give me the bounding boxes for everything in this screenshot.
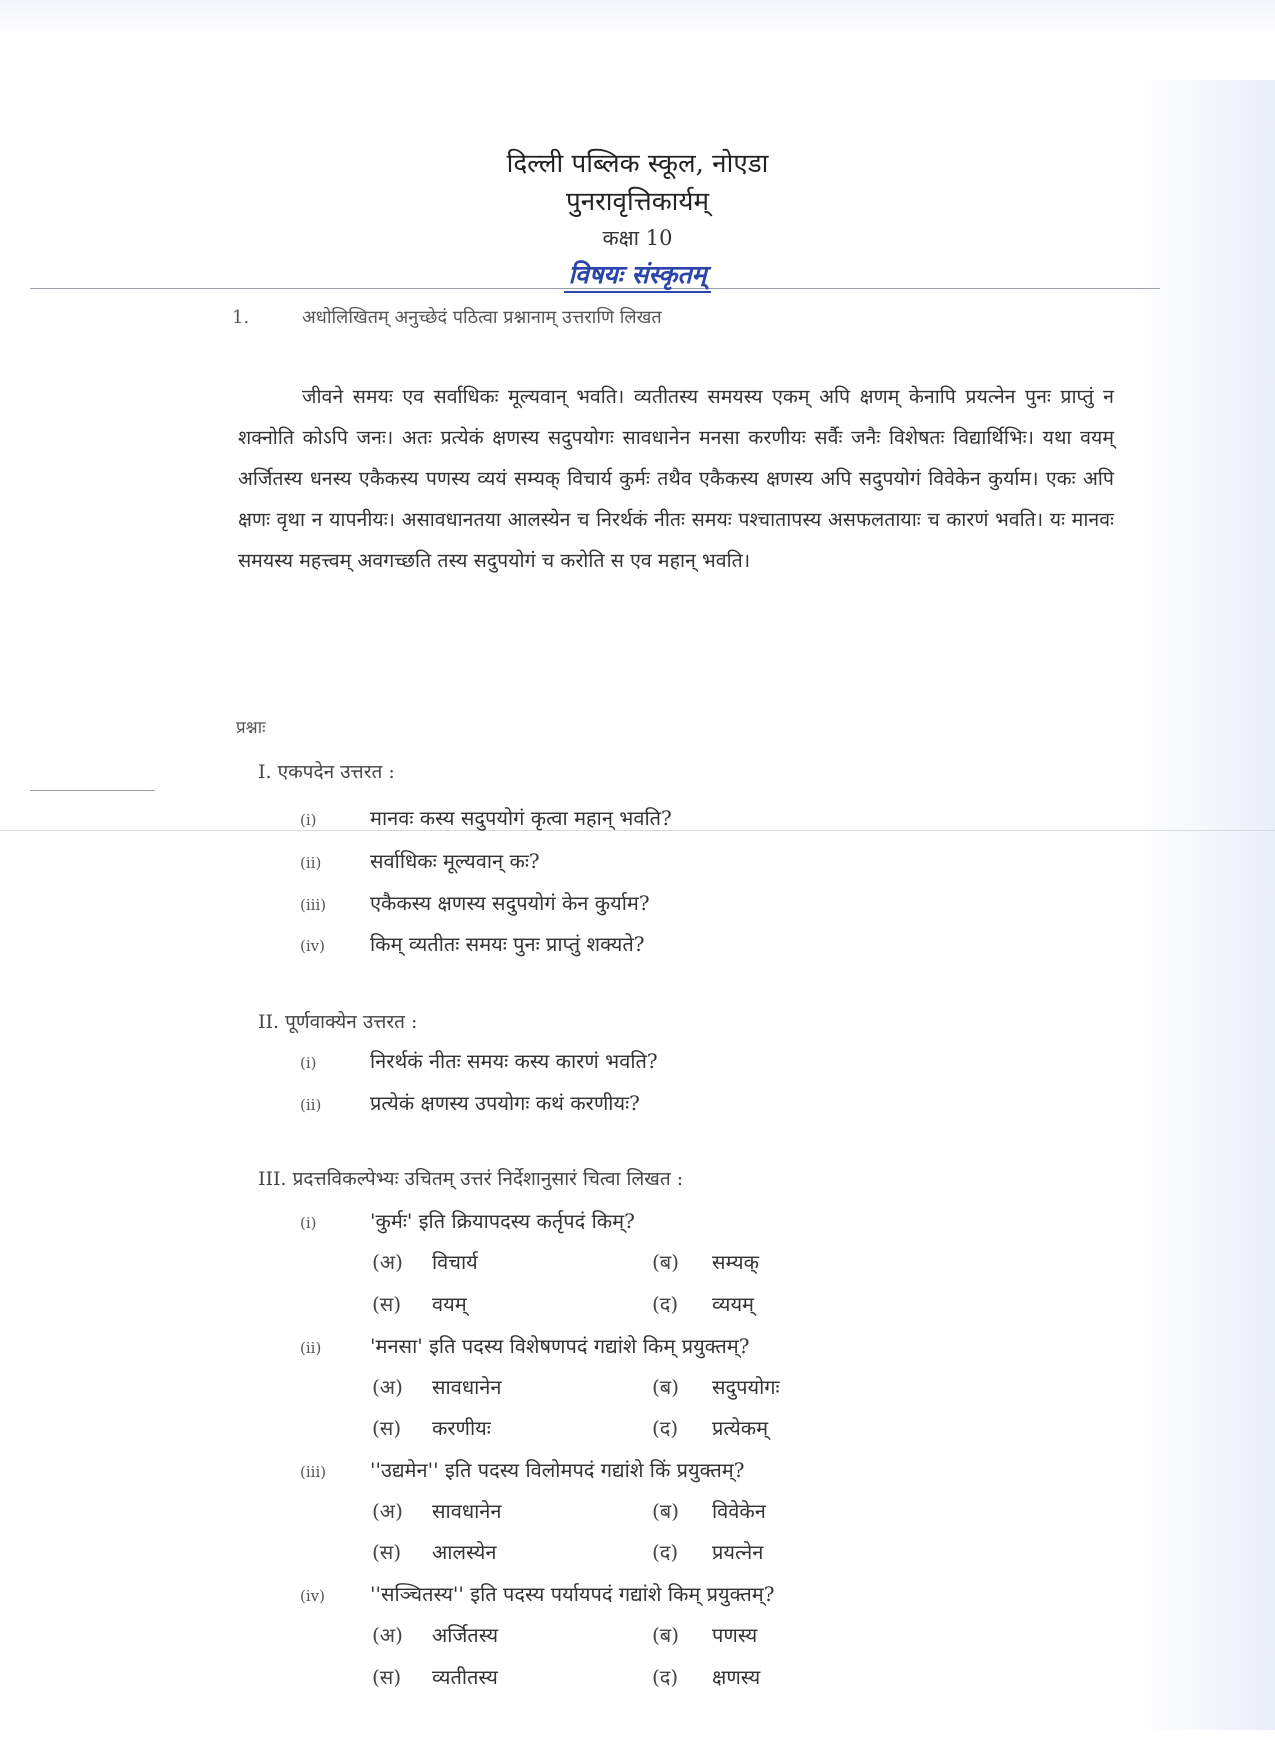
question-text: ''उद्यमेन'' इति पदस्य विलोमपदं गद्यांशे किं प्रयुक्तम्? bbox=[370, 1458, 745, 1482]
document-header bbox=[0, 145, 1275, 293]
question-text: निरर्थकं नीतः समयः कस्य कारणं भवति? bbox=[370, 1049, 658, 1073]
option-text: विचार्य bbox=[432, 1250, 478, 1274]
section-one-heading: I. एकपदेन उत्तरत : bbox=[258, 761, 395, 783]
question-number: (iv) bbox=[300, 1587, 325, 1605]
option-text: पणस्य bbox=[712, 1623, 758, 1647]
question-item bbox=[300, 847, 540, 874]
mcq-option bbox=[372, 1497, 502, 1524]
mcq-item bbox=[300, 1580, 774, 1607]
class-label: कक्षा 10 bbox=[602, 226, 673, 250]
question-text: 'कुर्मः' इति क्रियापदस्य कर्तृपदं किम्? bbox=[370, 1209, 635, 1233]
mcq-option bbox=[372, 1621, 498, 1648]
mcq-item bbox=[300, 1456, 744, 1483]
option-letter: (स) bbox=[372, 1540, 402, 1564]
option-letter: (अ) bbox=[372, 1375, 403, 1399]
instruction-number: 1. bbox=[232, 307, 250, 328]
option-text: सदुपयोगः bbox=[712, 1375, 780, 1399]
mcq-option bbox=[652, 1414, 768, 1441]
mcq-option bbox=[372, 1538, 496, 1565]
question-item bbox=[300, 889, 650, 916]
option-letter: (अ) bbox=[372, 1623, 403, 1647]
question-text: प्रत्येकं क्षणस्य उपयोगः कथं करणीयः? bbox=[370, 1091, 640, 1115]
question-number: (ii) bbox=[300, 1339, 322, 1357]
option-text: व्यतीतस्य bbox=[432, 1665, 498, 1689]
question-item bbox=[300, 1089, 640, 1116]
option-letter: (स) bbox=[372, 1292, 402, 1316]
mcq-option bbox=[652, 1497, 766, 1524]
mcq-option bbox=[652, 1290, 754, 1317]
question-number: (ii) bbox=[300, 1096, 322, 1114]
option-letter: (अ) bbox=[372, 1499, 403, 1523]
mcq-option bbox=[372, 1663, 498, 1690]
questions-heading: प्रश्नाः bbox=[236, 718, 266, 738]
mcq-item bbox=[300, 1207, 635, 1234]
option-text: आलस्येन bbox=[432, 1540, 497, 1564]
option-text: सम्यक् bbox=[712, 1250, 759, 1274]
scan-shading-top bbox=[0, 0, 1275, 40]
mcq-option bbox=[652, 1373, 780, 1400]
scan-shading-right bbox=[1135, 80, 1275, 1730]
option-letter: (स) bbox=[372, 1416, 402, 1440]
instruction-text: अधोलिखितम् अनुच्छेदं पठित्वा प्रश्नानाम् उत्तराणि लिखत bbox=[302, 307, 662, 328]
option-text: सावधानेन bbox=[432, 1499, 502, 1523]
option-text: विवेकेन bbox=[712, 1499, 766, 1523]
option-letter: (अ) bbox=[372, 1250, 403, 1274]
question-number: (i) bbox=[300, 1054, 317, 1072]
question-text: किम् व्यतीतः समयः पुनः प्राप्तुं शक्यते? bbox=[370, 932, 645, 956]
option-text: प्रत्येकम् bbox=[712, 1416, 769, 1440]
mcq-option bbox=[372, 1414, 491, 1441]
option-letter: (ब) bbox=[652, 1250, 680, 1274]
mcq-option bbox=[652, 1248, 759, 1275]
option-letter: (स) bbox=[372, 1665, 402, 1689]
document-title: पुनरावृत्तिकार्यम् bbox=[565, 187, 710, 217]
option-letter: (ब) bbox=[652, 1375, 680, 1399]
instruction bbox=[232, 305, 662, 329]
option-letter: (ब) bbox=[652, 1623, 680, 1647]
mcq-option bbox=[652, 1621, 757, 1648]
question-text: मानवः कस्य सदुपयोगं कृत्वा महान् भवति? bbox=[370, 806, 672, 830]
passage-paragraph: जीवने समयः एव सर्वाधिकः मूल्यवान् भवति। व्यतीतस्य समयस्य एकम् अपि क्षणम् केनापि प्रयत्नेन पुनः प्राप्तुं न शक्नोति कोऽपि जनः। अतः प्रत्येकं क्षणस्य सदुपयोगः सावधानेन मनसा करणीयः सर्वैः जनैः विशेषतः विद्यार्थिभिः। यथा वयम् अर्जितस्य धनस्य एकैकस्य पणस्य व्ययं सम्यक् विचार्य कुर्मः तथैव एकैकस्य क्षणस्य अपि सदुपयोगं विवेकेन कुर्याम। एकः अपि क्षणः वृथा न यापनीयः। असावधानतया आलस्येन च निरर्थकं नीतः समयः पश्चातापस्य असफलतायाः च कारणं भवति। यः मानवः समयस्य महत्त्वम् अवगच्छति तस्य सदुपयोगं च करोति स एव महान् भवति। bbox=[238, 385, 1114, 572]
question-text: एकैकस्य क्षणस्य सदुपयोगं केन कुर्याम? bbox=[370, 891, 650, 915]
mcq-option bbox=[652, 1663, 760, 1690]
scan-edge-line bbox=[30, 790, 155, 791]
section-two-heading: II. पूर्णवाक्येन उत्तरत : bbox=[258, 1011, 418, 1033]
section-three-heading: III. प्रदत्तविकल्पेभ्यः उचितम् उत्तरं निर्देशानुसारं चित्वा लिखत : bbox=[258, 1168, 684, 1190]
option-text: क्षणस्य bbox=[712, 1665, 761, 1689]
option-letter: (ब) bbox=[652, 1499, 680, 1523]
mcq-option bbox=[372, 1248, 478, 1275]
mcq-option bbox=[372, 1373, 502, 1400]
mcq-option bbox=[372, 1290, 467, 1317]
mcq-option bbox=[652, 1538, 763, 1565]
question-item bbox=[300, 804, 672, 831]
option-letter: (द) bbox=[652, 1416, 679, 1440]
option-letter: (द) bbox=[652, 1540, 679, 1564]
option-letter: (द) bbox=[652, 1292, 679, 1316]
option-text: सावधानेन bbox=[432, 1375, 502, 1399]
school-name: दिल्ली पब्लिक स्कूल, नोएडा bbox=[506, 149, 769, 179]
question-item bbox=[300, 1047, 658, 1074]
question-number: (i) bbox=[300, 1214, 317, 1232]
question-text: ''सञ्चितस्य'' इति पदस्य पर्यायपदं गद्यांशे किम् प्रयुक्तम्? bbox=[370, 1582, 775, 1606]
option-text: वयम् bbox=[432, 1292, 467, 1316]
question-number: (ii) bbox=[300, 854, 322, 872]
option-text: अर्जितस्य bbox=[432, 1623, 499, 1647]
question-text: 'मनसा' इति पदस्य विशेषणपदं गद्यांशे किम् प्रयुक्तम्? bbox=[370, 1334, 750, 1358]
mcq-item bbox=[300, 1332, 749, 1359]
option-text: व्ययम् bbox=[712, 1292, 754, 1316]
question-number: (iii) bbox=[300, 1463, 327, 1481]
option-text: करणीयः bbox=[432, 1416, 491, 1440]
question-number: (i) bbox=[300, 811, 317, 829]
question-number: (iii) bbox=[300, 896, 327, 914]
question-text: सर्वाधिकः मूल्यवान् कः? bbox=[370, 849, 540, 873]
question-item bbox=[300, 930, 645, 957]
option-letter: (द) bbox=[652, 1665, 679, 1689]
subject-handwritten: विषयः संस्कृतम् bbox=[564, 257, 710, 293]
question-number: (iv) bbox=[300, 937, 325, 955]
option-text: प्रयत्नेन bbox=[712, 1540, 764, 1564]
